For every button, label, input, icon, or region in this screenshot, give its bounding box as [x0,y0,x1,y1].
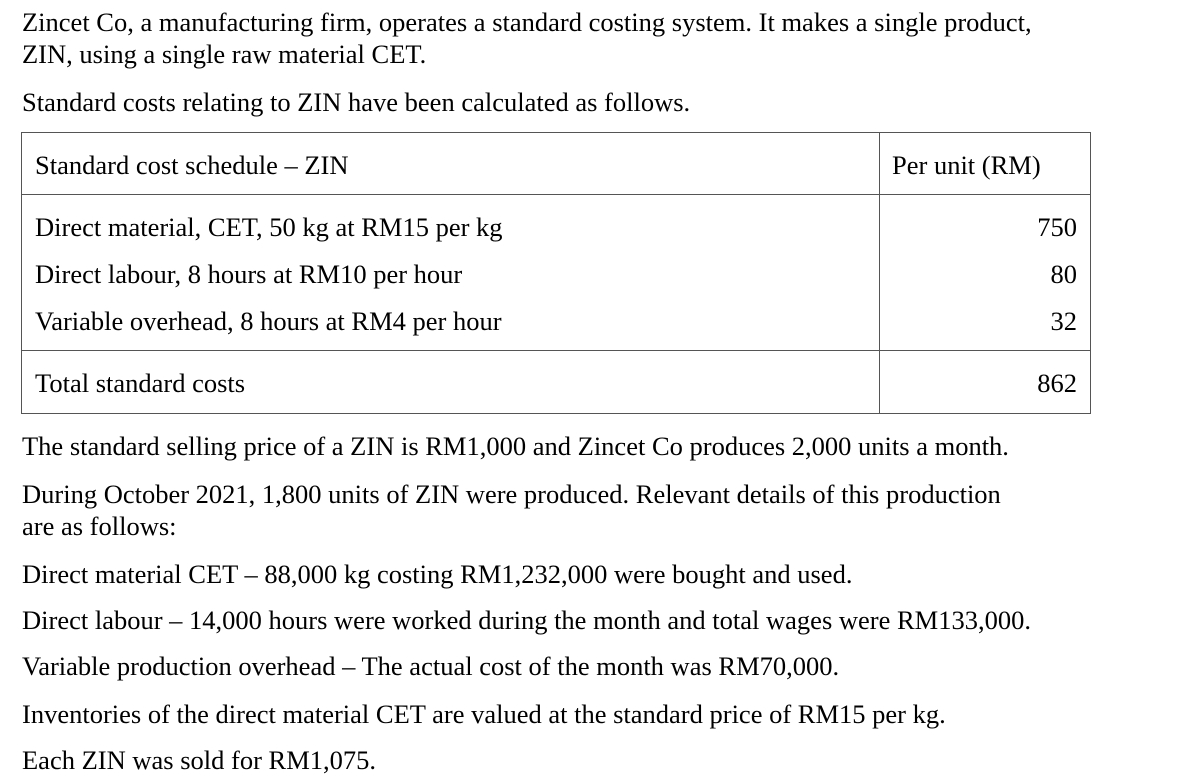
standard-cost-table [21,132,1091,414]
october-line-2: are as follows: [22,511,177,541]
table-row-labour-value: 80 [1050,259,1077,289]
intro-line-2: ZIN, using a single raw material CET. [22,39,427,69]
table-header-label: Standard cost schedule – ZIN [35,150,349,180]
table-row-overhead-value: 32 [1050,306,1077,336]
table-column-divider [879,133,880,413]
table-row-overhead-label: Variable overhead, 8 hours at RM4 per hour [35,306,502,336]
detail-variable-overhead: Variable production overhead – The actual cost of the month was RM70,000. [22,651,840,681]
table-row-material-value: 750 [1037,212,1077,242]
table-total-divider [22,350,1090,351]
october-line-1: During October 2021, 1,800 units of ZIN were produced. Relevant details of this production [22,479,1001,509]
table-header-divider [22,194,1090,195]
intro-line-1: Zincet Co, a manufacturing firm, operates a standard costing system. It makes a single product, [22,7,1032,37]
table-row-labour-label: Direct labour, 8 hours at RM10 per hour [35,259,463,289]
lead-in-text: Standard costs relating to ZIN have been calculated as follows. [22,87,691,117]
table-total-value: 862 [1037,368,1077,398]
detail-direct-material: Direct material CET – 88,000 kg costing RM1,232,000 were bought and used. [22,559,853,589]
table-header-value: Per unit (RM) [892,150,1041,180]
detail-inventories: Inventories of the direct material CET are valued at the standard price of RM15 per kg. [22,699,946,729]
table-total-label: Total standard costs [35,368,246,398]
table-row-material-label: Direct material, CET, 50 kg at RM15 per kg [35,212,503,242]
selling-price-text: The standard selling price of a ZIN is RM1,000 and Zincet Co produces 2,000 units a month. [22,431,1009,461]
detail-selling-price: Each ZIN was sold for RM1,075. [22,745,377,775]
detail-direct-labour: Direct labour – 14,000 hours were worked during the month and total wages were RM133,000. [22,605,1031,635]
